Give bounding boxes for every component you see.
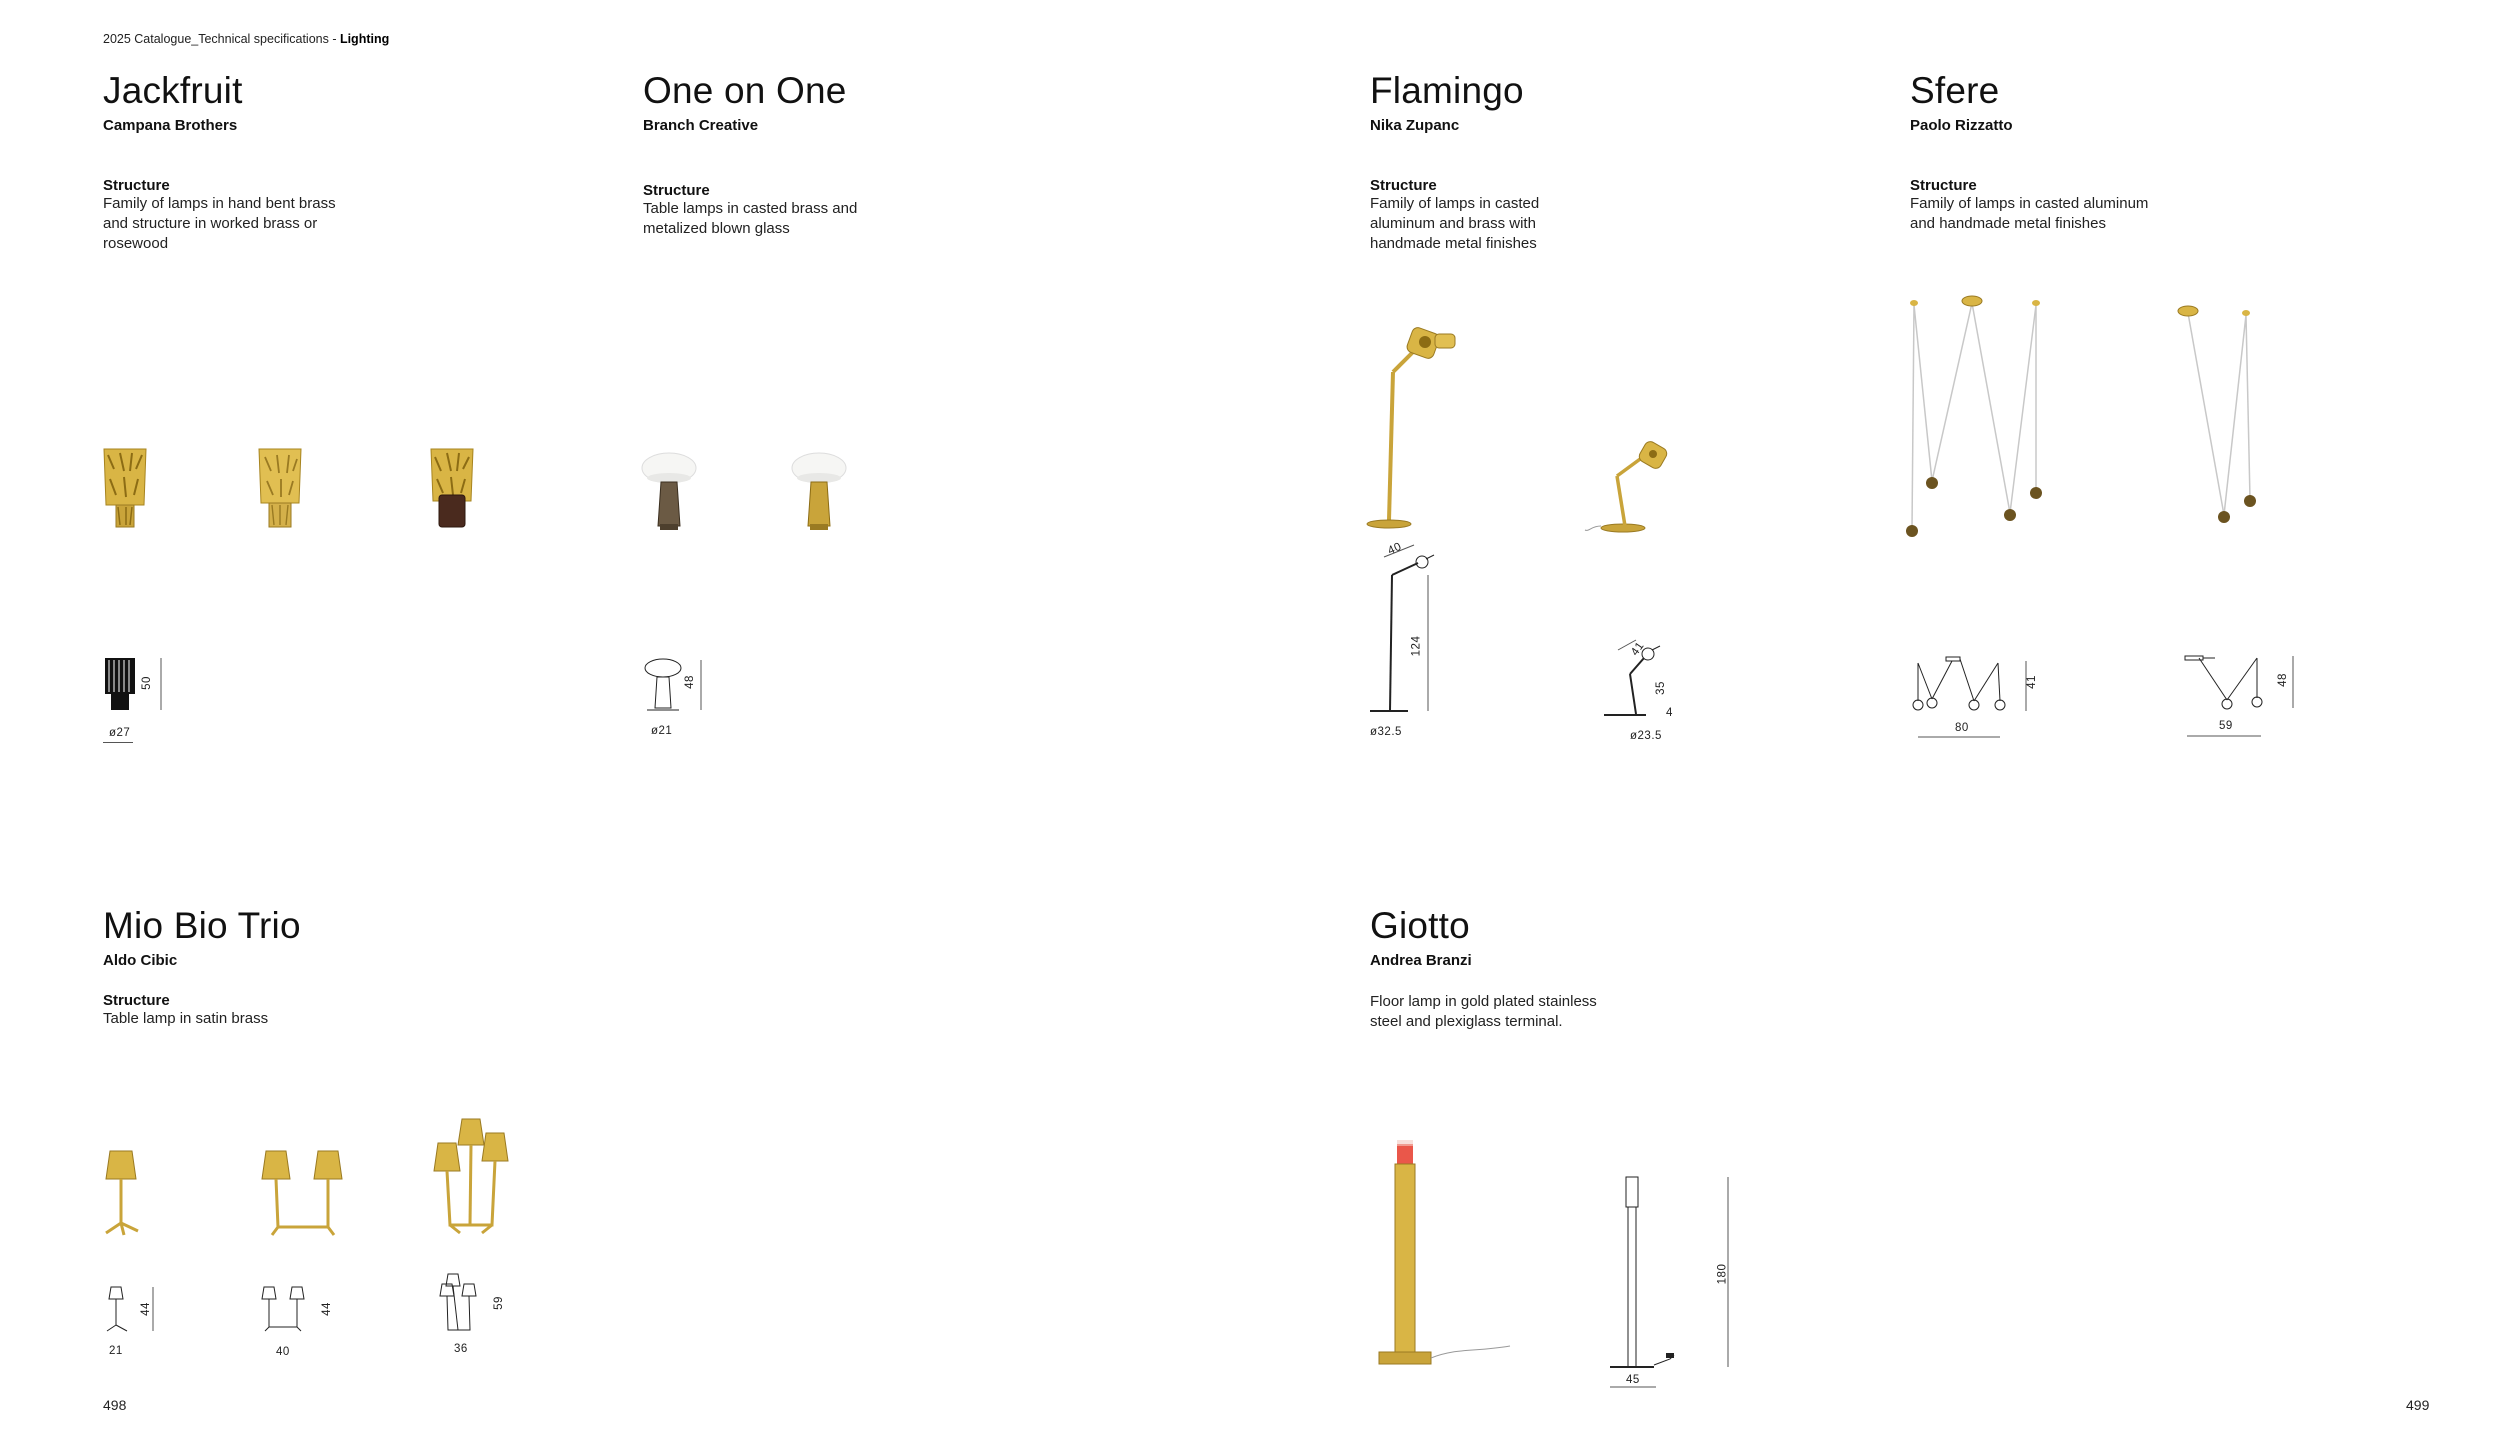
structure-text: Table lamps in casted brass and metalized blown glass (643, 200, 858, 237)
product-sfere (1910, 72, 2013, 134)
flamingo-floor-diameter-label: ø32.5 (1370, 726, 1402, 738)
flamingo-table-arm-label: 41 (1629, 639, 1647, 659)
mio-bio-one-photo (100, 1145, 145, 1240)
flamingo-table-base-label: 4 (1666, 707, 1673, 719)
designer-name: Aldo Cibic (103, 952, 178, 969)
one-on-one-structure (643, 182, 893, 239)
structure-text: Family of lamps in casted aluminum and brass with handmade metal finishes (1370, 195, 1540, 252)
structure-text: Family of lamps in casted aluminum and handmade metal finishes (1910, 195, 2149, 232)
one-on-one-height-label: 48 (683, 675, 696, 689)
sfere-photo-a (1900, 295, 2050, 545)
mio-bio-three-photo (430, 1115, 515, 1240)
page-number-right: 499 (2406, 1397, 2430, 1413)
product-flamingo (1370, 72, 1524, 134)
header-section: Lighting (339, 32, 390, 46)
giotto-photo (1365, 1140, 1515, 1370)
flamingo-table-photo (1585, 440, 1680, 535)
product-title: Sfere (1910, 70, 2000, 111)
structure-label: Structure (643, 182, 710, 199)
giotto-description (1370, 992, 1630, 1032)
giotto-drawing (1600, 1175, 1730, 1390)
flamingo-table-height-label: 35 (1654, 681, 1667, 695)
one-on-one-photo-dark (640, 452, 698, 532)
product-title: Jackfruit (103, 70, 243, 111)
jackfruit-technical-drawing (103, 648, 163, 716)
mio-bio-two-width-label: 40 (276, 1346, 290, 1358)
mio-bio-two-photo (258, 1145, 348, 1240)
designer-name: Campana Brothers (103, 117, 238, 134)
jackfruit-photo-brass-2 (255, 445, 305, 530)
mio-bio-two-height-label: 44 (320, 1302, 333, 1316)
jackfruit-photo-brass-1 (100, 445, 150, 530)
one-on-one-diameter-label: ø21 (651, 725, 673, 737)
sfere-a-width-label: 80 (1955, 722, 1969, 734)
sfere-b-height-label: 48 (2276, 673, 2289, 687)
jackfruit-photo-rosewood (427, 445, 477, 530)
giotto-width-label: 45 (1626, 1374, 1640, 1386)
structure-text: Table lamp in satin brass (103, 1010, 269, 1027)
jackfruit-diameter-label: ø27 (109, 727, 131, 739)
product-jackfruit (103, 72, 243, 134)
structure-label: Structure (1370, 177, 1437, 194)
designer-name: Paolo Rizzatto (1910, 117, 2013, 134)
one-on-one-photo-brass (790, 452, 848, 532)
product-one-on-one (643, 72, 847, 134)
mio-bio-three-drawing (440, 1270, 520, 1340)
structure-label: Structure (103, 177, 170, 194)
product-mio-bio-trio (103, 907, 301, 969)
dimension-line (103, 742, 133, 743)
sfere-structure (1910, 177, 2160, 234)
mio-bio-three-width-label: 36 (454, 1343, 468, 1355)
description-text: Floor lamp in gold plated stainless steel and plexiglass terminal. (1370, 993, 1597, 1030)
catalogue-header (103, 32, 389, 46)
product-giotto (1370, 907, 1472, 969)
sfere-b-width-label: 59 (2219, 720, 2233, 732)
flamingo-structure (1370, 177, 1600, 254)
designer-name: Branch Creative (643, 117, 759, 134)
mio-bio-trio-structure (103, 992, 363, 1029)
mio-bio-one-width-label: 21 (109, 1345, 123, 1357)
flamingo-floor-arm-label: 40 (1386, 540, 1404, 558)
product-title: Giotto (1370, 905, 1470, 946)
designer-name: Andrea Branzi (1370, 952, 1472, 969)
page-number-left: 498 (103, 1397, 127, 1413)
product-title: Flamingo (1370, 70, 1524, 111)
sfere-drawing-b (2185, 652, 2295, 737)
structure-text: Family of lamps in hand bent brass and structure in worked brass or rosewood (103, 195, 336, 252)
jackfruit-structure (103, 177, 363, 254)
giotto-height-label: 180 (1716, 1263, 1729, 1285)
product-title: One on One (643, 70, 847, 111)
designer-name: Nika Zupanc (1370, 117, 1460, 134)
sfere-a-height-label: 41 (2025, 675, 2038, 689)
structure-label: Structure (1910, 177, 1977, 194)
mio-bio-one-height-label: 44 (139, 1302, 152, 1316)
header-prefix: 2025 Catalogue_Technical specifications - (103, 32, 340, 46)
flamingo-floor-drawing (1370, 545, 1470, 715)
flamingo-floor-height-label: 124 (1410, 635, 1423, 657)
jackfruit-height-label: 50 (140, 676, 153, 690)
structure-label: Structure (103, 992, 170, 1009)
sfere-photo-b (2170, 303, 2260, 533)
mio-bio-three-height-label: 59 (492, 1296, 505, 1310)
product-title: Mio Bio Trio (103, 905, 301, 946)
flamingo-floor-photo (1365, 320, 1460, 530)
flamingo-table-diameter-label: ø23.5 (1630, 730, 1662, 742)
